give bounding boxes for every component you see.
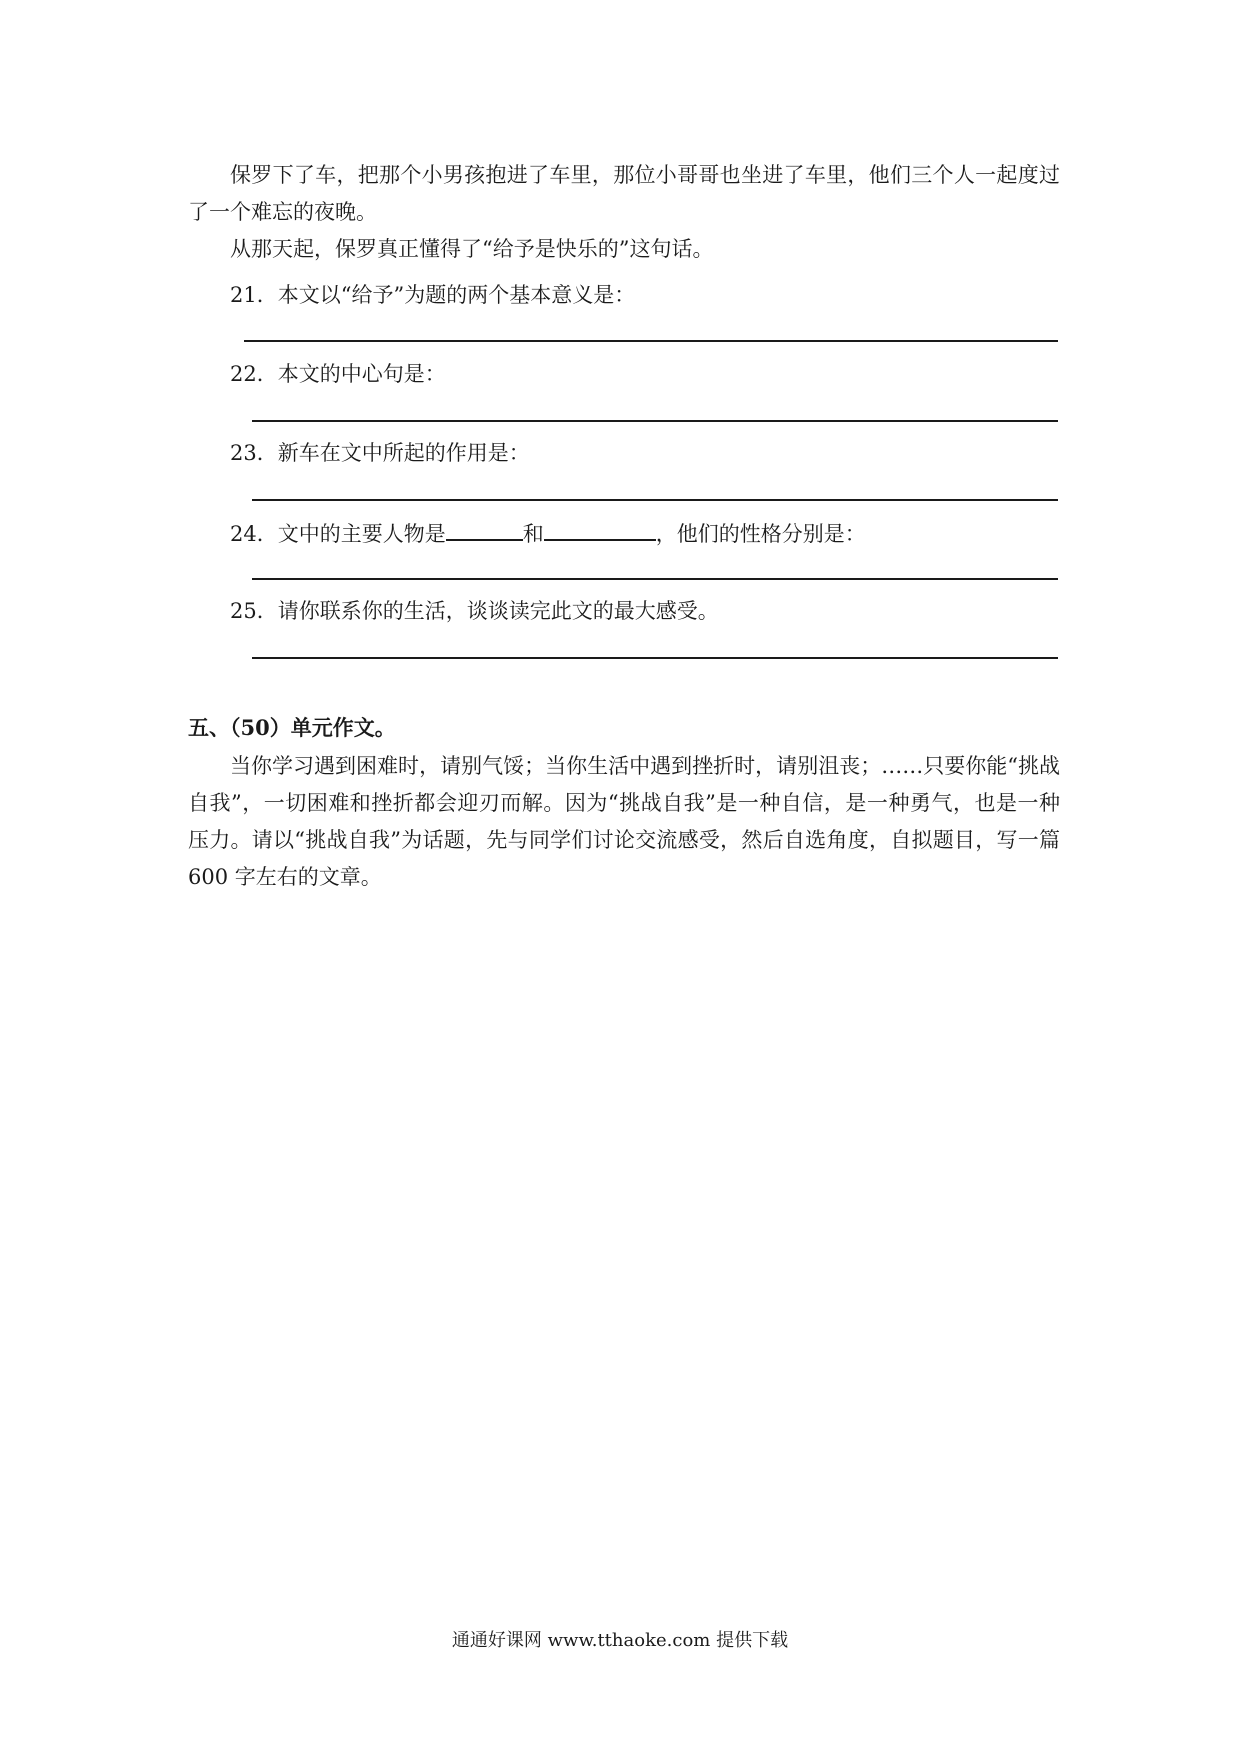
question-24-text-2: 和	[522, 522, 544, 546]
blank-character-2[interactable]	[544, 517, 656, 541]
answer-line-22[interactable]	[252, 420, 1058, 422]
page-footer: 通通好课网 www.tthaoke.com 提供下载	[451, 1630, 789, 1651]
passage-paragraph-1: 保罗下了车，把那个小男孩抱进了车里，那位小哥哥也坐进了车里，他们三个人一起度过了一个难忘的夜晚。	[188, 163, 1060, 224]
question-24-text-3: ，他们的性格分别是：	[655, 522, 866, 546]
question-21: 21．本文以“给予”为题的两个基本意义是：	[230, 283, 636, 307]
question-22: 22．本文的中心句是：	[230, 362, 446, 386]
answer-line-24[interactable]	[252, 578, 1058, 580]
blank-character-1[interactable]	[446, 517, 523, 541]
question-24-text-1: 24．文中的主要人物是	[230, 522, 446, 546]
question-23: 23．新车在文中所起的作用是：	[230, 441, 530, 465]
question-24	[230, 517, 866, 549]
answer-line-25[interactable]	[252, 657, 1058, 659]
section-5-prompt: 当你学习遇到困难时，请别气馁；当你生活中遇到挫折时，请别沮丧；……只要你能“挑战自我”，一切困难和挫折都会迎刃而解。因为“挑战自我”是一种自信，是一种勇气，也是一种压力。请以“挑战自我”为话题，先与同学们讨论交流感受，然后自选角度，自拟题目，写一篇 600 字左右的文章。	[188, 754, 1060, 889]
answer-line-21[interactable]	[244, 340, 1058, 342]
section-5-heading: 五、（50）单元作文。	[188, 715, 396, 740]
passage-paragraph-2: 从那天起，保罗真正懂得了“给予是快乐的”这句话。	[230, 237, 714, 261]
answer-line-23[interactable]	[252, 499, 1058, 501]
question-25: 25．请你联系你的生活，谈谈读完此文的最大感受。	[230, 599, 719, 623]
